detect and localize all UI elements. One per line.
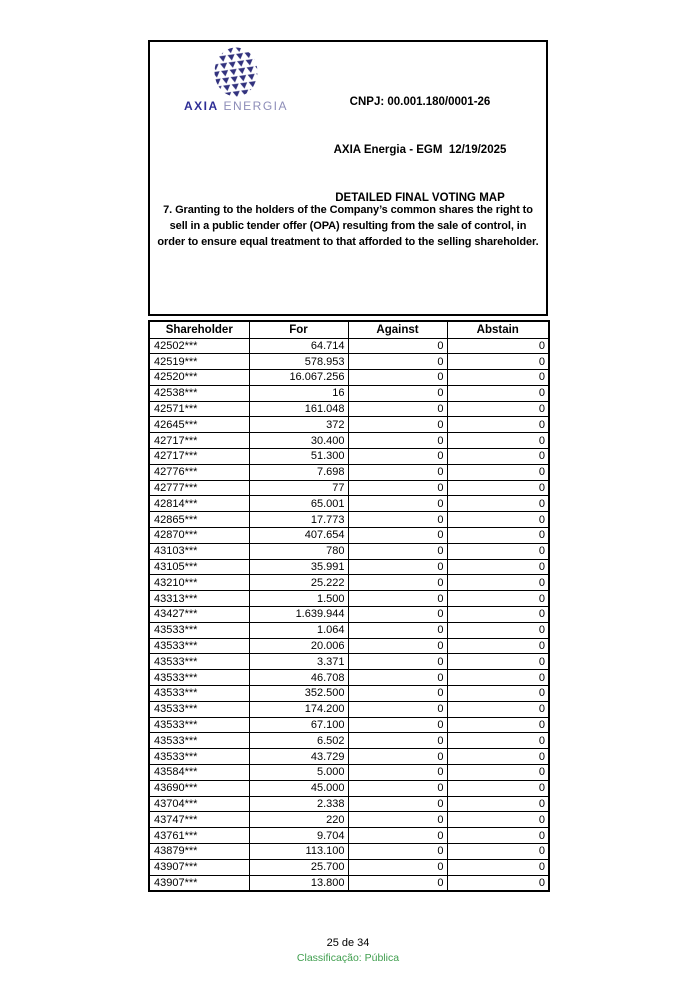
column-header-against: Against [348, 321, 447, 338]
vote-count-cell: 0 [348, 765, 447, 781]
shareholder-cell: 42520*** [149, 370, 249, 386]
shareholder-cell: 43105*** [149, 559, 249, 575]
vote-count-cell: 0 [447, 686, 549, 702]
vote-count-cell: 0 [447, 701, 549, 717]
shareholder-cell: 43533*** [149, 686, 249, 702]
vote-count-cell: 352.500 [249, 686, 348, 702]
table-row [149, 812, 549, 828]
column-header-abstain: Abstain [447, 321, 549, 338]
vote-count-cell: 0 [348, 780, 447, 796]
shareholder-cell: 43907*** [149, 859, 249, 875]
vote-count-cell: 0 [348, 512, 447, 528]
vote-count-cell: 0 [447, 354, 549, 370]
shareholder-cell: 43313*** [149, 591, 249, 607]
vote-count-cell: 0 [447, 591, 549, 607]
table-row [149, 480, 549, 496]
table-row [149, 749, 549, 765]
vote-count-cell: 0 [447, 733, 549, 749]
vote-count-cell: 372 [249, 417, 348, 433]
vote-count-cell: 9.704 [249, 828, 348, 844]
shareholder-cell: 43533*** [149, 670, 249, 686]
table-row [149, 780, 549, 796]
vote-count-cell: 0 [447, 559, 549, 575]
vote-count-cell: 3.371 [249, 654, 348, 670]
vote-count-cell: 0 [348, 575, 447, 591]
shareholder-cell: 43533*** [149, 622, 249, 638]
table-row [149, 733, 549, 749]
vote-count-cell: 0 [348, 417, 447, 433]
table-row [149, 338, 549, 354]
vote-count-cell: 0 [447, 528, 549, 544]
vote-count-cell: 0 [447, 370, 549, 386]
vote-count-cell: 0 [348, 464, 447, 480]
vote-count-cell: 0 [348, 496, 447, 512]
vote-count-cell: 0 [348, 338, 447, 354]
table-row [149, 496, 549, 512]
classification-label: Classificação: Pública [296, 952, 400, 964]
vote-count-cell: 0 [447, 385, 549, 401]
shareholder-cell: 42717*** [149, 433, 249, 449]
vote-count-cell: 0 [348, 449, 447, 465]
table-row [149, 622, 549, 638]
vote-count-cell: 1.639.944 [249, 607, 348, 623]
vote-count-cell: 0 [447, 433, 549, 449]
table-row [149, 875, 549, 891]
table-row [149, 654, 549, 670]
vote-count-cell: 0 [348, 828, 447, 844]
vote-count-cell: 0 [447, 780, 549, 796]
vote-count-cell: 0 [447, 622, 549, 638]
logo-brand-primary: AXIA [183, 99, 219, 113]
vote-count-cell: 0 [348, 859, 447, 875]
vote-count-cell: 0 [348, 749, 447, 765]
shareholder-cell: 43210*** [149, 575, 249, 591]
vote-count-cell: 0 [348, 844, 447, 860]
table-row [149, 464, 549, 480]
shareholder-cell: 42776*** [149, 464, 249, 480]
vote-count-cell: 0 [447, 844, 549, 860]
vote-count-cell: 0 [447, 449, 549, 465]
vote-count-cell: 0 [447, 464, 549, 480]
vote-count-cell: 407.654 [249, 528, 348, 544]
vote-count-cell: 0 [447, 812, 549, 828]
table-row [149, 512, 549, 528]
vote-count-cell: 16 [249, 385, 348, 401]
vote-count-cell: 64.714 [249, 338, 348, 354]
vote-count-cell: 20.006 [249, 638, 348, 654]
shareholder-cell: 42571*** [149, 401, 249, 417]
column-header-shareholder: Shareholder [149, 321, 249, 338]
shareholder-cell: 42717*** [149, 449, 249, 465]
vote-count-cell: 0 [447, 875, 549, 891]
vote-count-cell: 0 [348, 543, 447, 559]
shareholder-cell: 42502*** [149, 338, 249, 354]
vote-count-cell: 1.500 [249, 591, 348, 607]
table-row [149, 765, 549, 781]
vote-count-cell: 0 [447, 575, 549, 591]
vote-count-cell: 0 [447, 480, 549, 496]
table-row [149, 717, 549, 733]
vote-count-cell: 113.100 [249, 844, 348, 860]
table-row [149, 385, 549, 401]
shareholder-cell: 42538*** [149, 385, 249, 401]
shareholder-cell: 42814*** [149, 496, 249, 512]
shareholder-cell: 43533*** [149, 638, 249, 654]
vote-count-cell: 220 [249, 812, 348, 828]
vote-count-cell: 43.729 [249, 749, 348, 765]
vote-count-cell: 5.000 [249, 765, 348, 781]
header-box [148, 40, 548, 316]
vote-count-cell: 65.001 [249, 496, 348, 512]
company-logo [162, 46, 310, 113]
table-row [149, 670, 549, 686]
table-row [149, 607, 549, 623]
shareholder-cell: 42519*** [149, 354, 249, 370]
shareholder-cell: 43533*** [149, 733, 249, 749]
shareholder-cell: 43103*** [149, 543, 249, 559]
vote-count-cell: 161.048 [249, 401, 348, 417]
table-row [149, 559, 549, 575]
document-title: DETAILED FINAL VOTING MAP [335, 192, 505, 204]
agenda-item-text: 7. Granting to the holders of the Company’s common shares the right to sell in a public tender offer (OPA) resulting from the sale of control, in order to ensure equal treatment to that afforded to the selling shareholder. [157, 204, 539, 248]
vote-count-cell: 0 [447, 338, 549, 354]
shareholder-cell: 43704*** [149, 796, 249, 812]
vote-count-cell: 6.502 [249, 733, 348, 749]
table-row [149, 543, 549, 559]
vote-count-cell: 51.300 [249, 449, 348, 465]
vote-count-cell: 0 [348, 591, 447, 607]
vote-count-cell: 0 [348, 354, 447, 370]
vote-count-cell: 13.800 [249, 875, 348, 891]
shareholder-cell: 43533*** [149, 701, 249, 717]
header-row [149, 321, 549, 338]
vote-count-cell: 0 [348, 370, 447, 386]
shareholder-cell: 43690*** [149, 780, 249, 796]
logo-brand-secondary: ENERGIA [223, 99, 289, 113]
table-row [149, 528, 549, 544]
vote-count-cell: 0 [447, 765, 549, 781]
table-row [149, 354, 549, 370]
shareholder-cell: 42865*** [149, 512, 249, 528]
vote-count-cell: 2.338 [249, 796, 348, 812]
vote-count-cell: 0 [348, 701, 447, 717]
table-row [149, 638, 549, 654]
table-row [149, 844, 549, 860]
vote-count-cell: 0 [447, 496, 549, 512]
vote-count-cell: 0 [348, 654, 447, 670]
vote-count-cell: 0 [447, 670, 549, 686]
vote-count-cell: 0 [348, 796, 447, 812]
vote-count-cell: 0 [348, 638, 447, 654]
vote-count-cell: 0 [348, 812, 447, 828]
table-row [149, 370, 549, 386]
vote-count-cell: 0 [447, 638, 549, 654]
shareholder-cell: 43533*** [149, 717, 249, 733]
table-row [149, 401, 549, 417]
shareholder-cell: 43747*** [149, 812, 249, 828]
meeting-line: AXIA Energia - EGM 12/19/2025 [333, 144, 507, 156]
vote-count-cell: 578.953 [249, 354, 348, 370]
vote-count-cell: 46.708 [249, 670, 348, 686]
vote-count-cell: 0 [348, 686, 447, 702]
vote-count-cell: 174.200 [249, 701, 348, 717]
vote-count-cell: 0 [348, 733, 447, 749]
vote-count-cell: 0 [447, 654, 549, 670]
vote-count-cell: 35.991 [249, 559, 348, 575]
shareholder-cell: 42777*** [149, 480, 249, 496]
vote-count-cell: 17.773 [249, 512, 348, 528]
vote-count-cell: 0 [348, 385, 447, 401]
column-header-for: For [249, 321, 348, 338]
vote-count-cell: 780 [249, 543, 348, 559]
table-row [149, 591, 549, 607]
table-row [149, 686, 549, 702]
shareholder-cell: 43533*** [149, 654, 249, 670]
table-row [149, 701, 549, 717]
shareholder-cell: 43427*** [149, 607, 249, 623]
vote-count-cell: 1.064 [249, 622, 348, 638]
shareholder-cell: 43879*** [149, 844, 249, 860]
vote-count-cell: 0 [348, 433, 447, 449]
vote-count-cell: 30.400 [249, 433, 348, 449]
shareholder-cell: 43761*** [149, 828, 249, 844]
table-row [149, 796, 549, 812]
vote-count-cell: 0 [447, 828, 549, 844]
table-row [149, 449, 549, 465]
vote-count-cell: 0 [447, 749, 549, 765]
vote-count-cell: 0 [348, 875, 447, 891]
vote-count-cell: 45.000 [249, 780, 348, 796]
vote-count-cell: 0 [348, 480, 447, 496]
vote-count-cell: 0 [447, 401, 549, 417]
table-row [149, 575, 549, 591]
vote-count-cell: 67.100 [249, 717, 348, 733]
logo-sphere-icon [212, 46, 260, 98]
voting-table-header [149, 321, 549, 338]
voting-table-body [149, 338, 549, 891]
cnpj-line: CNPJ: 00.001.180/0001-26 [349, 96, 491, 108]
vote-count-cell: 0 [447, 607, 549, 623]
shareholder-cell: 42645*** [149, 417, 249, 433]
vote-count-cell: 16.067.256 [249, 370, 348, 386]
vote-count-cell: 7.698 [249, 464, 348, 480]
logo-wordmark [162, 99, 310, 113]
vote-count-cell: 77 [249, 480, 348, 496]
table-row [149, 828, 549, 844]
vote-count-cell: 0 [348, 670, 447, 686]
vote-count-cell: 0 [348, 559, 447, 575]
shareholder-cell: 43533*** [149, 749, 249, 765]
vote-count-cell: 0 [348, 717, 447, 733]
vote-count-cell: 0 [447, 796, 549, 812]
vote-count-cell: 0 [447, 512, 549, 528]
vote-count-cell: 0 [447, 717, 549, 733]
vote-count-cell: 0 [348, 622, 447, 638]
shareholder-cell: 43584*** [149, 765, 249, 781]
voting-table [148, 320, 550, 892]
vote-count-cell: 0 [348, 607, 447, 623]
page-number: 25 de 34 [326, 937, 370, 949]
vote-count-cell: 0 [348, 401, 447, 417]
vote-count-cell: 0 [447, 417, 549, 433]
table-row [149, 859, 549, 875]
vote-count-cell: 0 [447, 859, 549, 875]
shareholder-cell: 42870*** [149, 528, 249, 544]
vote-count-cell: 25.222 [249, 575, 348, 591]
vote-count-cell: 0 [447, 543, 549, 559]
vote-count-cell: 0 [348, 528, 447, 544]
table-row [149, 433, 549, 449]
shareholder-cell: 43907*** [149, 875, 249, 891]
table-row [149, 417, 549, 433]
vote-count-cell: 25.700 [249, 859, 348, 875]
